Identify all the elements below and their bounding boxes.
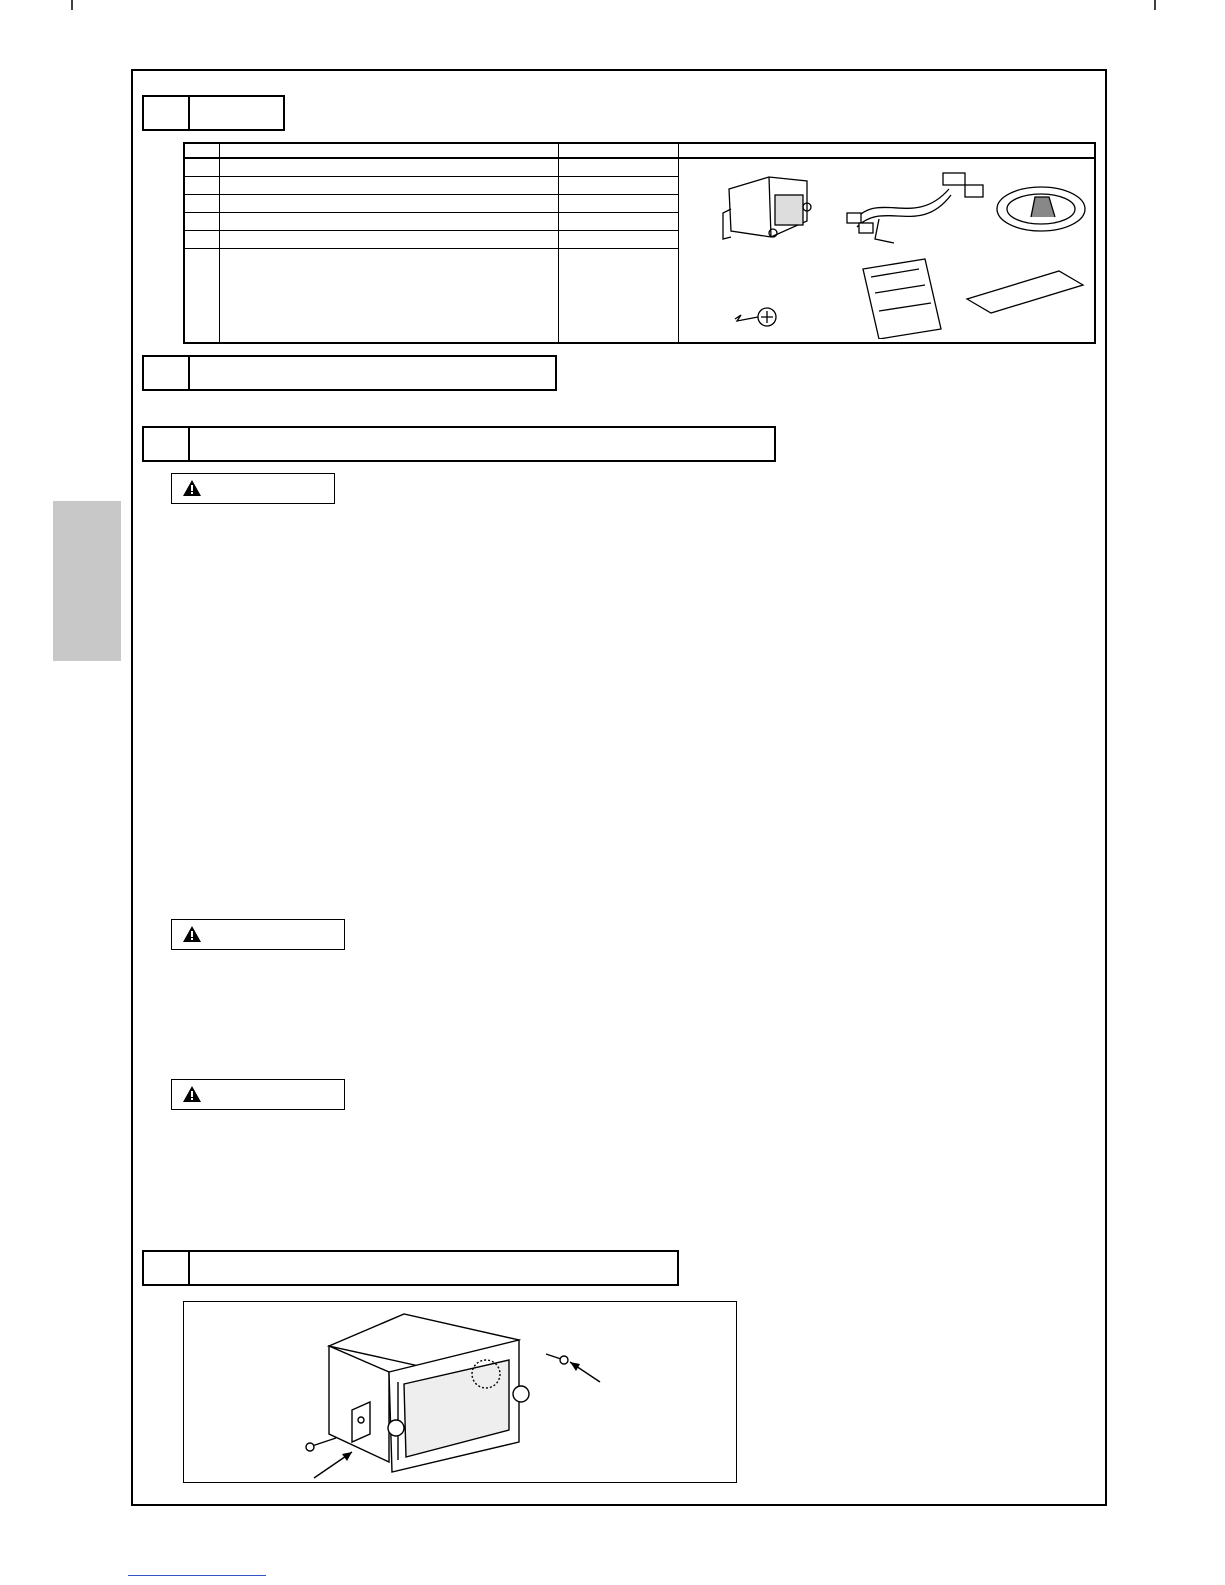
section-number <box>144 1252 190 1284</box>
header-qty <box>558 143 678 158</box>
screw-icon <box>735 308 776 326</box>
footer-link-underline[interactable] <box>128 1575 266 1576</box>
section-header-3 <box>142 426 776 462</box>
row-qty <box>558 249 678 344</box>
row-qty <box>558 177 678 195</box>
antenna-icon <box>997 187 1085 231</box>
row-qty <box>558 195 678 213</box>
side-index-tab <box>53 501 121 661</box>
row-qty <box>558 213 678 231</box>
section-header-4 <box>142 1250 679 1286</box>
head-unit-icon <box>723 177 811 239</box>
section-number <box>144 97 190 129</box>
row-no <box>184 195 219 213</box>
section-number <box>144 428 190 460</box>
parts-illustration <box>679 159 1095 339</box>
row-no <box>184 213 219 231</box>
warning-box-3 <box>171 1079 345 1110</box>
pad-icon <box>967 271 1083 313</box>
warning-box-2 <box>171 919 345 950</box>
row-name <box>219 158 558 177</box>
row-qty <box>558 231 678 249</box>
header-name <box>219 143 558 158</box>
section-number <box>144 357 190 389</box>
section-header-2 <box>142 355 557 391</box>
header-illustration <box>678 143 1095 158</box>
head-unit-bracket-illustration <box>184 1302 735 1481</box>
header-no <box>184 143 219 158</box>
installation-figure <box>183 1301 737 1483</box>
warning-triangle-icon <box>182 479 202 497</box>
row-name <box>219 213 558 231</box>
wire-harness-icon <box>847 173 983 243</box>
row-no <box>184 158 219 177</box>
warning-box-1 <box>171 473 335 504</box>
row-no <box>184 177 219 195</box>
row-name <box>219 177 558 195</box>
row-qty <box>558 158 678 177</box>
row-no <box>184 249 219 344</box>
row-name <box>219 231 558 249</box>
table-row <box>184 158 1095 177</box>
parts-table <box>183 142 1096 344</box>
parts-illustration-cell <box>678 158 1095 343</box>
crop-marks <box>0 0 1225 14</box>
table-header-row <box>184 143 1095 158</box>
manual-icon <box>863 259 941 339</box>
warning-triangle-icon <box>182 1085 202 1103</box>
row-name <box>219 249 558 344</box>
warning-triangle-icon <box>182 925 202 943</box>
row-name <box>219 195 558 213</box>
row-no <box>184 231 219 249</box>
section-header-1 <box>142 95 285 131</box>
